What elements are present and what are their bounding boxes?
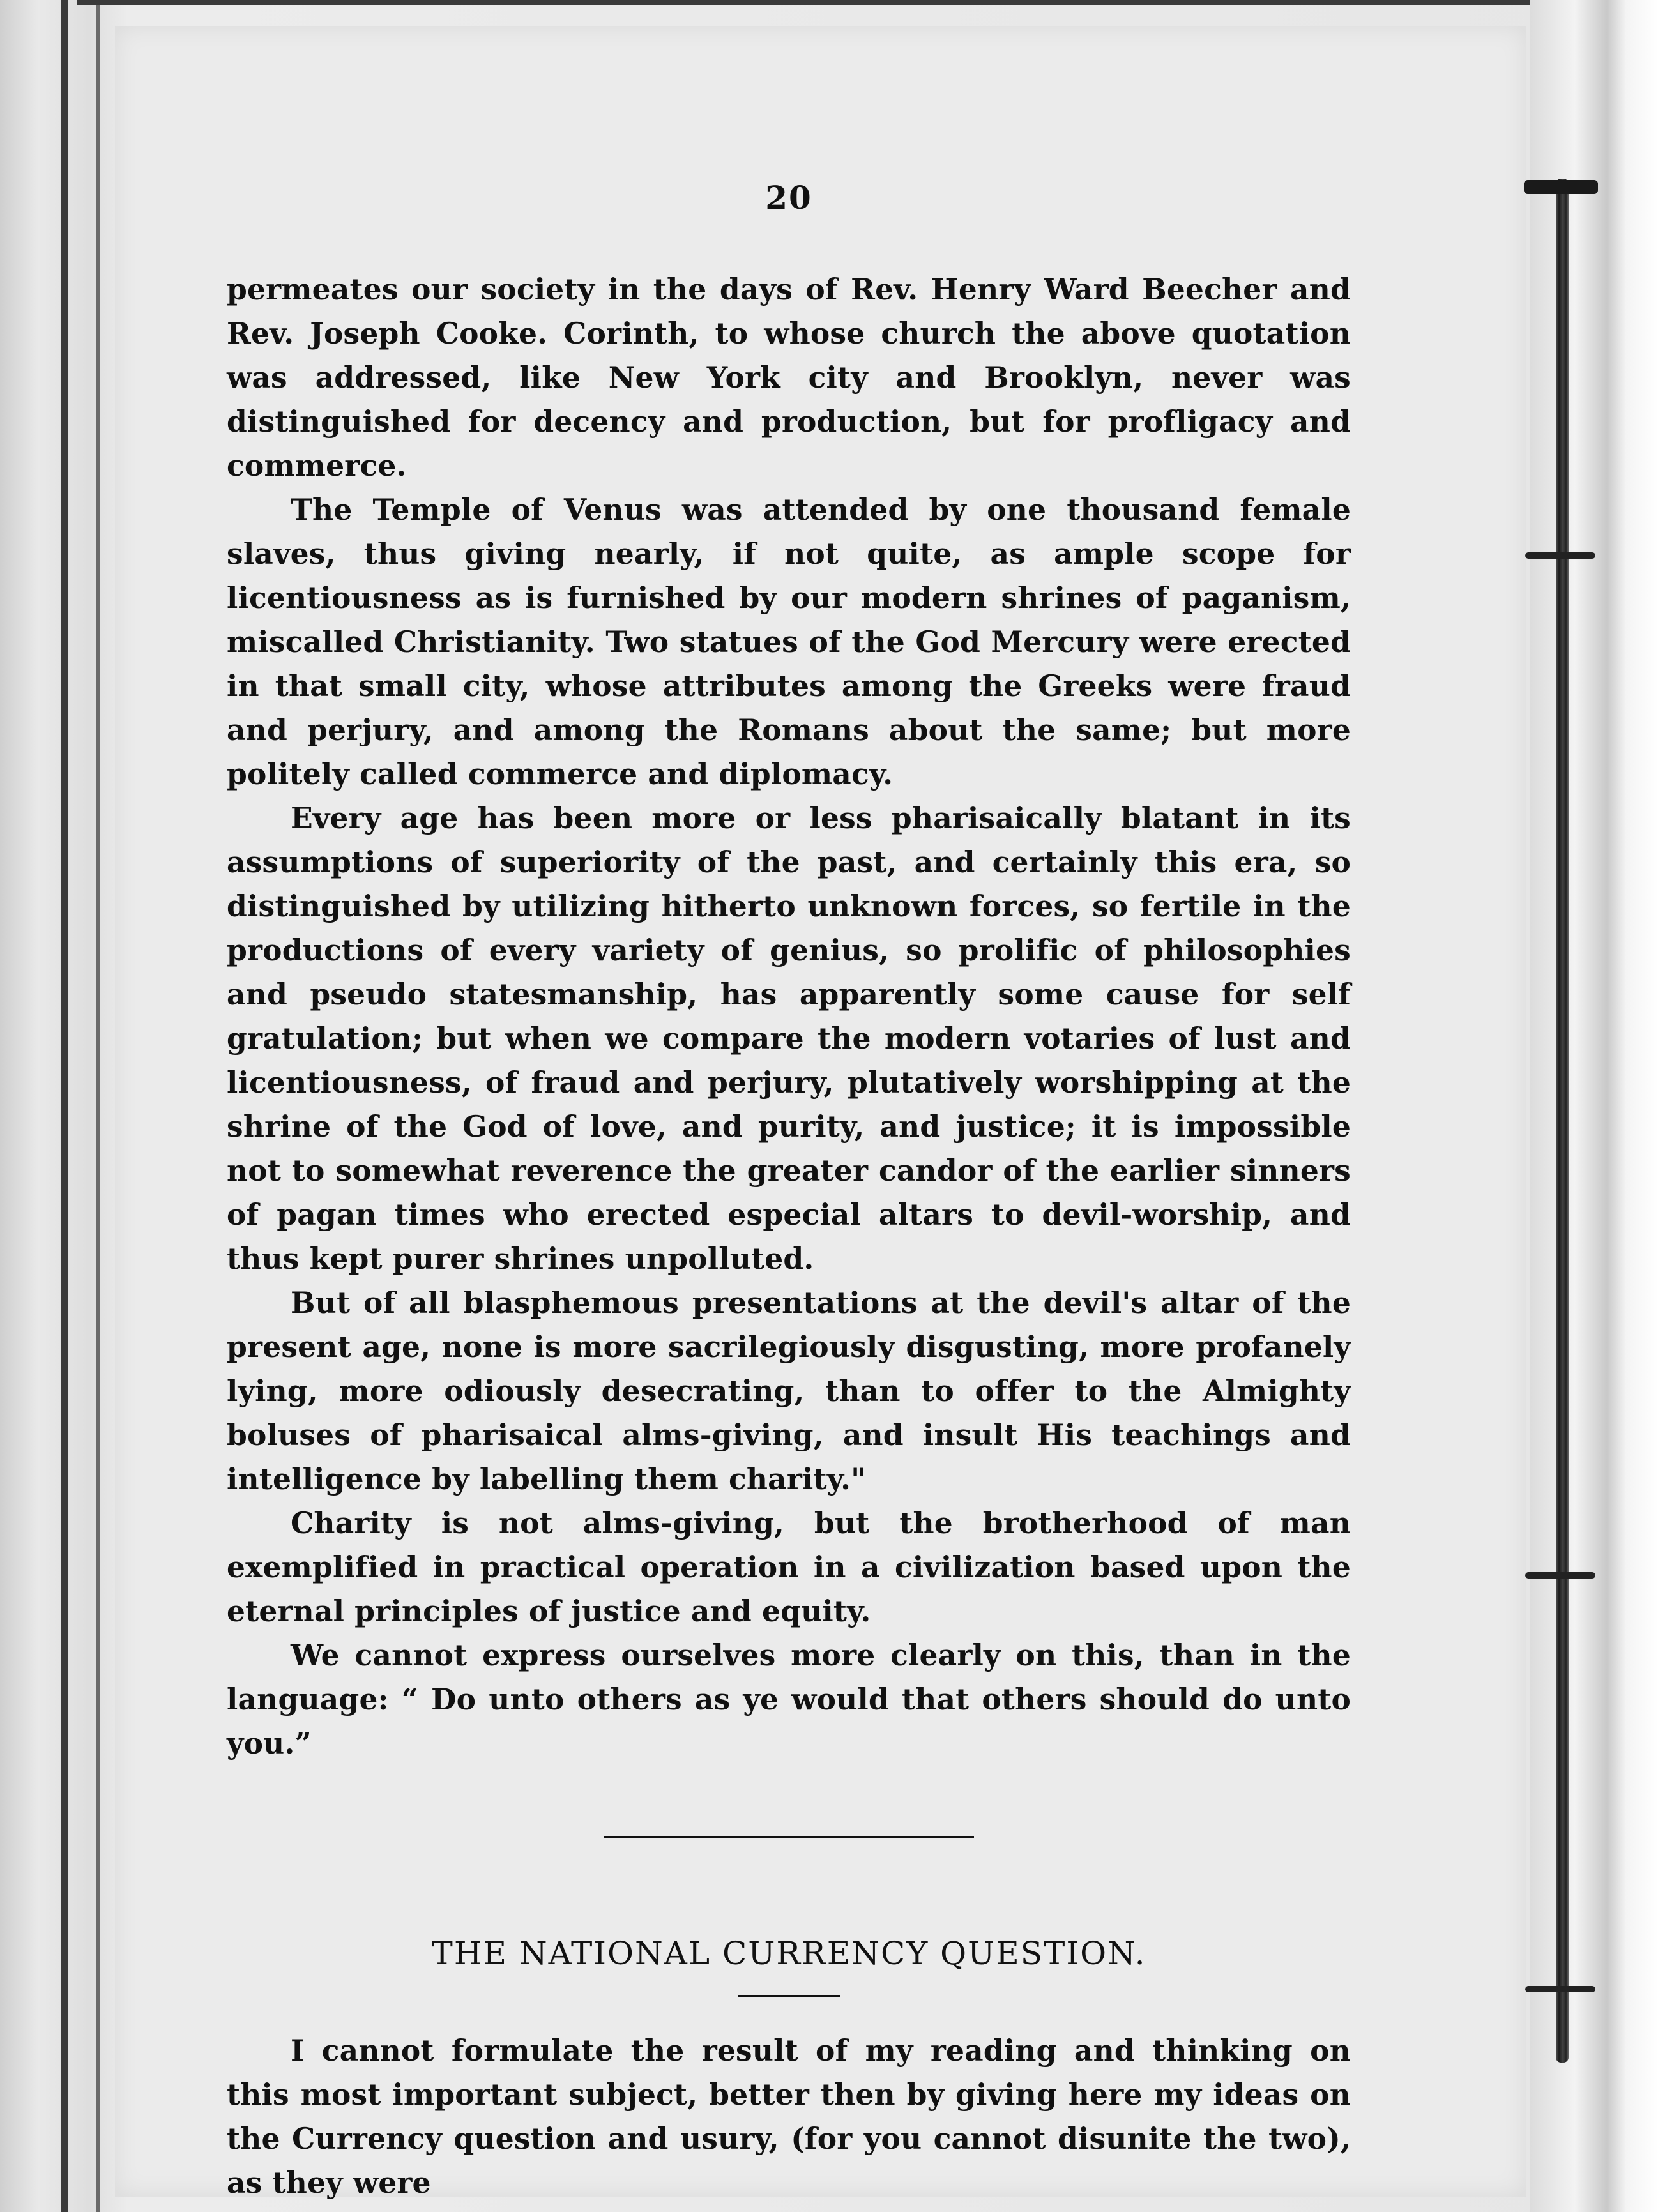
page-stack-edge-inner bbox=[96, 0, 100, 2212]
section-heading: THE NATIONAL CURRENCY QUESTION. bbox=[431, 1935, 1146, 1972]
paragraph: I cannot formulate the result of my reading and thinking on this most important subject, better then by giving here my ideas on the Currency question and usury, (for you cannot disunite the two), as they were bbox=[227, 2033, 1351, 2200]
binding-thread bbox=[1556, 179, 1569, 2063]
page-top-edge bbox=[77, 0, 1556, 5]
paragraph: Charity is not alms-giving, but the brotherhood of man exemplified in practical operation in a civilization based upon the eternal principles of justice and equity. bbox=[227, 1506, 1351, 1628]
binding-gutter bbox=[1530, 0, 1658, 2212]
paragraph: Every age has been more or less pharisaically blatant in its assumptions of superiority of the past, and certainly this era, so distinguished by utilizing hitherto unknown forces, so fertile in the productions of every variety of genius, so prolific of philosophies and pseudo statesmanship, has apparently some cause for self gratulation; but when we compare the modern votaries of lust and licentiousness, of fraud and perjury, plutatively worshipping at the shrine of the God of love, and purity, and justice; it is impossible not to somewhat reverence the greater candor of the earlier sinners of pagan times who erected especial altars to devil-worship, and thus kept purer shrines unpolluted. bbox=[227, 801, 1351, 1276]
binding-stitch bbox=[1525, 1986, 1595, 1992]
binding-stitch bbox=[1525, 552, 1595, 559]
page-stack-edge bbox=[61, 0, 68, 2212]
heading-rule bbox=[738, 1995, 840, 1997]
page-number: 20 bbox=[765, 179, 812, 216]
text-column bbox=[227, 179, 1351, 2205]
paragraph: We cannot express ourselves more clearly on this, than in the language: “ Do unto others as ye would that others should do unto you.” bbox=[227, 1638, 1351, 1761]
paragraph: But of all blasphemous presentations at the devil's altar of the present age, none is more sacrilegiously disgusting, more profanely lying, more odiously desecrating, than to offer to the Almighty boluses of pharisaical alms-giving, and insult His teachings and intelligence by labelling them charity." bbox=[227, 1285, 1351, 1496]
section-divider bbox=[604, 1836, 974, 1838]
binding-stitch bbox=[1525, 1572, 1595, 1579]
paragraph: The Temple of Venus was attended by one thousand female slaves, thus giving nearly, if not quite, as ample scope for licentiousness as is furnished by our modern shrines of paganism, miscalled Christianity. Two statues of the God Mercury were erected in that small city, whose attributes among the Greeks were fraud and perjury, and among the Romans about the same; but more politely called commerce and diplomacy. bbox=[227, 492, 1351, 791]
paragraph: permeates our society in the days of Rev. Henry Ward Beecher and Rev. Joseph Cooke. Corinth, to whose church the above quotation was addressed, like New York city and Brooklyn, never was distinguished for decency and production, but for profligacy and commerce. bbox=[227, 272, 1351, 483]
binding-stitch bbox=[1524, 180, 1598, 194]
